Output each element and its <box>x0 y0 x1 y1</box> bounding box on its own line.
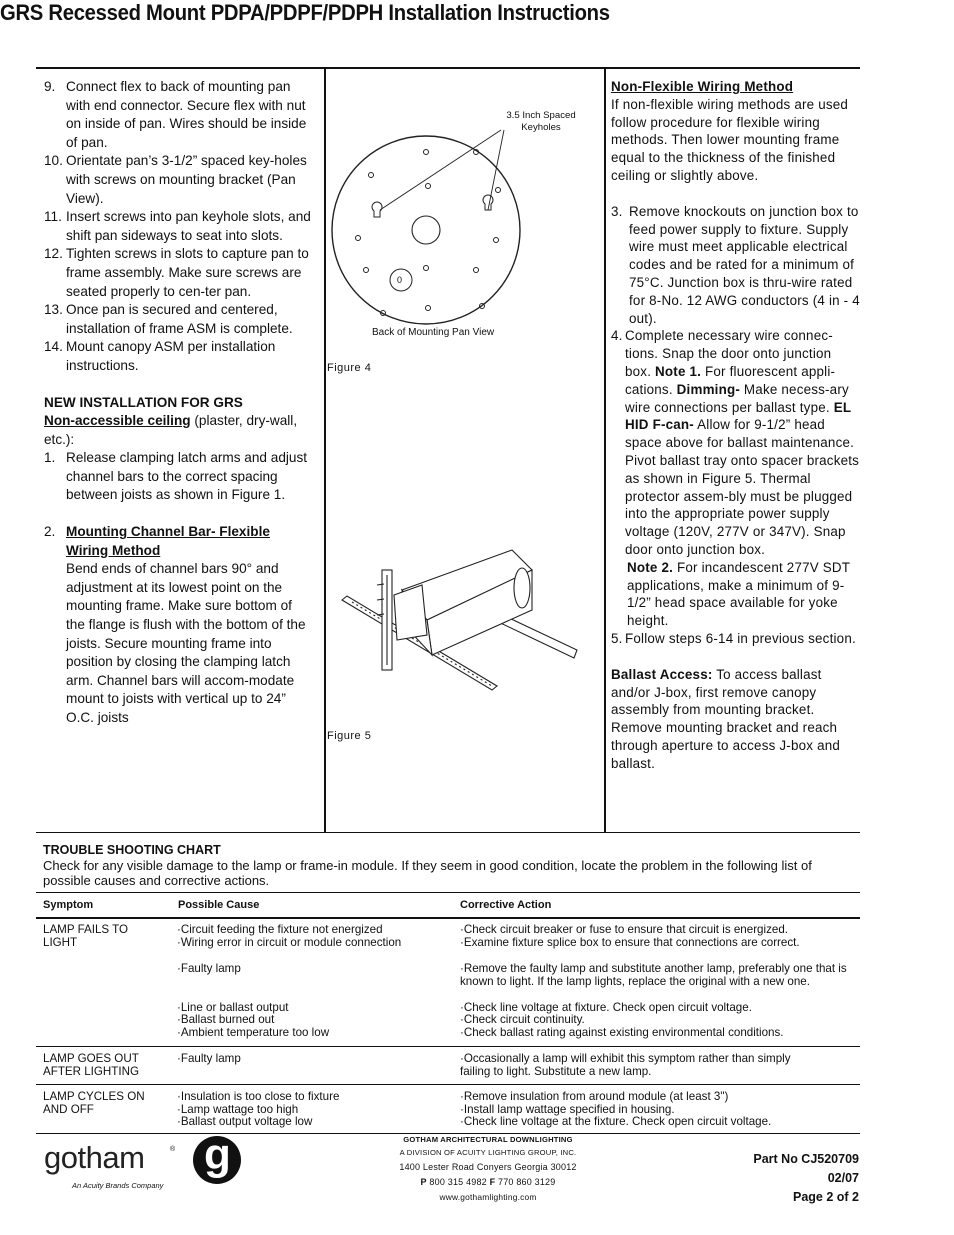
step-10: 10. Orientate pan’s 3-1/2” spaced key-holes with screws on mounting bracket (Pan View). <box>44 153 307 206</box>
symptom-goes-out: LAMP GOES OUT AFTER LIGHTING <box>43 1052 139 1078</box>
cause-row: ·Insulation is too close to fixture <box>177 1090 340 1103</box>
mounting-pan-figure <box>326 100 604 350</box>
part-date: 02/07 <box>827 1171 859 1185</box>
page-title: GRS Recessed Mount PDPA/PDPF/PDPH Installation Instructions <box>0 0 610 25</box>
company-info <box>398 1134 578 1205</box>
header-cause: Possible Cause <box>178 899 260 911</box>
company-phone: P 800 315 4982 F 770 860 3129 <box>420 1177 556 1187</box>
trouble-shooting-section <box>43 843 843 888</box>
right-column <box>611 78 861 772</box>
action-row: ·Check line voltage at fixture. Check open circuit voltage. <box>460 1001 752 1014</box>
action-row: ·Remove the faulty lamp and substitute another lamp, preferably one that is known to light. If the lamp lights, replace the original with a new one. <box>460 962 847 988</box>
company-name: GOTHAM ARCHITECTURAL DOWNLIGHTING <box>403 1135 573 1144</box>
cause-row: ·Ballast output voltage low <box>177 1115 313 1128</box>
cause-row: ·Lamp wattage too high <box>177 1103 299 1116</box>
brand-wordmark: gotham <box>44 1140 145 1175</box>
pan-view-caption: Back of Mounting Pan View <box>372 327 495 338</box>
right-step-3: 3. Remove knockouts on junction box to feed power supply to fixture. Supply wire must meet applicable electrical codes and be rated for a minimum of 75°C. Junction box is thru-wire rated for 8-No. 12 AWG conductors (4 in - 4 out). <box>611 203 860 326</box>
step-2-body: Bend ends of channel bars 90° and adjustment at its lowest point on the mounting frame. Make sure bottom of the flange is flush with the bottom of the joists. Secure mounting frame into position by closing the clamping latch arm. Channel bars will accom-modate mount to joists with vertical up to 24” O.C. joists <box>66 561 306 725</box>
step-2-heading: Mounting Channel Bar- Flexible Wiring Method <box>66 524 270 558</box>
action-row: ·Check ballast rating against existing environmental conditions. <box>460 1026 784 1039</box>
step-14: 14. Mount canopy ASM per installation instructions. <box>44 339 276 373</box>
action-row: ·Install lamp wattage specified in housing. <box>460 1103 675 1116</box>
new-installation-heading: NEW INSTALLATION FOR GRS <box>44 394 243 410</box>
action-row: ·Check circuit breaker or fuse to ensure that circuit is energized. <box>460 923 788 936</box>
part-number: Part No CJ520709 <box>753 1152 859 1166</box>
company-website: www.gothamlighting.com <box>439 1192 537 1202</box>
header-symptom: Symptom <box>43 899 94 911</box>
company-address: 1400 Lester Road Conyers Georgia 30012 <box>399 1162 577 1172</box>
cause-row: ·Ambient temperature too low <box>177 1026 330 1039</box>
ballast-access: Ballast Access: To access ballast and/or J-box, first remove canopy assembly from mounting bracket. Remove mounting bracket and reach through aperture to access J-box and ballast. <box>611 666 841 771</box>
company-division: A DIVISION OF ACUITY LIGHTING GROUP, INC. <box>399 1148 577 1157</box>
step-13: 13. Once pan is secured and centered, installation of frame ASM is complete. <box>44 302 293 336</box>
cause-row: ·Circuit feeding the fixture not energized <box>177 923 383 936</box>
new-step-2: 2. Mounting Channel Bar- Flexible Wiring Method Bend ends of channel bars 90° and adjustment at its lowest point on the mounting frame. Make sure bottom of the flange is flush with the bottom of the joists. Secure mounting frame into position by closing the clamping latch arm. Channel bars will accom-modate mount to joists with vertical up to 24” O.C. joists <box>44 524 306 725</box>
action-row: ·Examine fixture splice box to ensure that connections are correct. <box>460 936 800 949</box>
row-rule <box>36 1046 860 1047</box>
non-flexible-intro: If non-flexible wiring methods are used follow procedure for flexible wiring methods. Then lower mounting frame equal to the thickness of the finished ceiling or slightly above. <box>611 96 849 183</box>
row-rule <box>36 1084 860 1085</box>
action-row: ·Remove insulation from around module (at least 3") <box>460 1090 729 1103</box>
right-step-5: 5. Follow steps 6-14 in previous section. <box>611 630 856 646</box>
figure-5-caption: Figure 5 <box>327 730 372 742</box>
step-11: 11. Insert screws into pan keyhole slots, and shift pan sideways to seat into slots. <box>44 209 311 243</box>
logo-letter-icon: g <box>204 1130 231 1179</box>
column-divider-right <box>604 69 606 833</box>
action-row: ·Check line voltage at the fixture. Check open circuit voltage. <box>460 1115 772 1128</box>
pan-zero-label: 0 <box>397 275 403 285</box>
step-12: 12. Tighten screws in slots to capture pan to frame assembly. Make sure screws are seated properly to cen-ter pan. <box>44 246 309 299</box>
figure-4-caption: Figure 4 <box>327 362 372 374</box>
cause-row: ·Wiring error in circuit or module connection <box>177 936 402 949</box>
part-info <box>753 1150 859 1207</box>
cause-row: ·Ballast burned out <box>177 1013 275 1026</box>
non-flexible-heading: Non-Flexible Wiring Method <box>611 79 794 94</box>
cause-row: ·Faulty lamp <box>177 1052 241 1065</box>
symptom-fails-to-light: LAMP FAILS TO LIGHT <box>43 923 129 949</box>
non-accessible-ceiling: Non-accessible ceiling (plaster, dry-wall, etc.): <box>44 413 298 447</box>
registered-mark: ® <box>170 1146 176 1153</box>
brand-subtitle: An Acuity Brands Company <box>72 1181 164 1190</box>
header-rule <box>36 917 860 919</box>
trouble-shooting-title: TROUBLE SHOOTING CHART <box>43 843 221 857</box>
header-action: Corrective Action <box>460 899 552 911</box>
cause-row: ·Faulty lamp <box>177 962 241 975</box>
cause-row: ·Line or ballast output <box>177 1001 289 1014</box>
new-step-1: 1. Release clamping latch arms and adjust channel bars to the correct spacing between joists as shown in Figure 1. <box>44 450 308 503</box>
channel-bar-figure <box>332 540 592 700</box>
left-column <box>44 78 312 728</box>
section-rule <box>36 832 860 833</box>
page-number: Page 2 of 2 <box>793 1190 859 1204</box>
step-9: 9. Connect flex to back of mounting pan with end connector. Secure flex with nut on inside of pan. Wires should be inside of pan. <box>44 79 307 150</box>
note-2: Note 2. For incandescent 277V SDT applications, make a minimum of 9-1/2” head space available for yoke height. <box>627 559 850 629</box>
trouble-shooting-intro: Check for any visible damage to the lamp or frame-in module. If they seem in good condition, locate the problem in the following list of possible causes and corrective actions. <box>43 858 812 888</box>
keyholes-label: 3.5 Inch Spaced Keyholes <box>506 110 576 133</box>
symptom-cycles: LAMP CYCLES ON AND OFF <box>43 1090 145 1116</box>
table-top-rule <box>36 892 860 893</box>
title-rule <box>36 67 860 69</box>
action-row: ·Check circuit continuity. <box>460 1013 585 1026</box>
action-row: ·Occasionally a lamp will exhibit this symptom rather than simply failing to light. Substitute a new lamp. <box>460 1052 791 1078</box>
right-step-4: 4. Complete necessary wire connec-tions. Snap the door onto junction box. Note 1. For fluorescent appli-cations. Dimming- Make necess-ary wire connections per ballast type. EL HID F-can- Allow for 9-1/2” head space above for ballast maintenance. Pivot ballast tray onto spacer brackets as shown in Figure 5. Thermal protector assem-bly must be plugged into the appropriate power supply voltage (120V, 277V or 347V). Snap door onto junction box. <box>611 328 860 557</box>
